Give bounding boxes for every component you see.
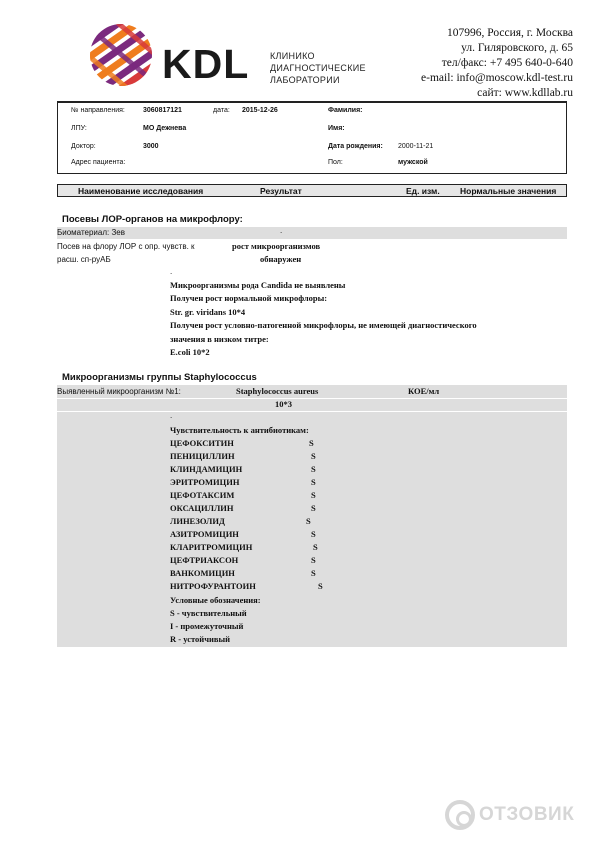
contact-site: сайт: www.kdllab.ru — [477, 87, 573, 99]
legend-item: S - чувствительный — [170, 608, 247, 618]
antibiotic-name: АЗИТРОМИЦИН — [170, 529, 239, 539]
test-name-line2: расш. сп-руАБ — [57, 255, 111, 264]
watermark-text: ОТЗОВИК — [479, 804, 575, 825]
antibiotic-sensitivity: S — [318, 581, 323, 591]
brand-name: KDL — [162, 41, 250, 87]
antibiotic-name: ЭРИТРОМИЦИН — [170, 477, 240, 487]
dot-marker: . — [170, 267, 173, 276]
section-staph-title: Микроорганизмы группы Staphylococcus — [62, 372, 257, 383]
dot-marker: . — [280, 226, 283, 235]
sex-label: Пол: — [328, 159, 343, 166]
antibiotic-sensitivity: S — [311, 555, 316, 565]
contact-phone: тел/факс: +7 495 640-0-640 — [441, 57, 573, 69]
antibiotic-sensitivity: S — [309, 438, 314, 448]
finding-item: значения в низком титре: — [170, 334, 269, 344]
col-test-name: Наименование исследования — [78, 186, 204, 196]
row-separator — [57, 411, 567, 412]
organism-titer: 10*3 — [275, 399, 292, 409]
organism-unit: КОЕ/мл — [408, 386, 440, 396]
finding-item: Получен рост условно-патогенной микрофлоры, не имеющей диагностического — [170, 320, 477, 330]
col-unit: Ед. изм. — [406, 186, 440, 196]
results-table-header — [57, 184, 567, 197]
antibiotic-name: ЦЕФТРИАКСОН — [170, 555, 239, 565]
date-value: 2015-12-26 — [242, 107, 278, 114]
dot-marker: . — [170, 411, 173, 420]
lpu-label: ЛПУ: — [71, 125, 87, 132]
antibiotic-sensitivity: S — [311, 464, 316, 474]
name-label: Имя: — [328, 125, 345, 132]
lpu-value: МО Дежнева — [143, 125, 187, 132]
antibiotic-sensitivity: S — [313, 542, 318, 552]
sensitivity-title: Чувствительность к антибиотикам: — [170, 425, 309, 435]
sex-value: мужской — [398, 159, 428, 166]
kdl-logo-icon — [88, 22, 154, 88]
antibiotic-name: ЦЕФОТАКСИМ — [170, 490, 235, 500]
antibiotic-sensitivity: S — [306, 516, 311, 526]
finding-item: Микроорганизмы рода Candida не выявлены — [170, 280, 346, 290]
antibiotic-sensitivity: S — [311, 490, 316, 500]
result-line2: обнаружен — [260, 254, 302, 264]
antibiotic-sensitivity: S — [311, 451, 316, 461]
watermark-logo-inner — [456, 811, 472, 827]
antibiotic-name: ОКСАЦИЛЛИН — [170, 503, 234, 513]
organism-name: Staphylococcus aureus — [236, 386, 319, 396]
finding-item: E.coli 10*2 — [170, 347, 210, 357]
date-label: дата: — [213, 107, 230, 114]
contact-email: e-mail: info@moscow.kdl-test.ru — [421, 72, 573, 84]
lab-contacts — [421, 26, 573, 101]
col-result: Результат — [260, 186, 302, 196]
detected-organism-label: Выявленный микроорганизм №1: — [57, 387, 181, 396]
antibiotic-name: ЦЕФОКСИТИН — [170, 438, 234, 448]
row-separator — [57, 398, 567, 399]
watermark-logo-icon — [445, 800, 475, 830]
antibiotic-name: КЛАРИТРОМИЦИН — [170, 542, 253, 552]
antibiotic-sensitivity: S — [311, 529, 316, 539]
antibiotic-name: ПЕНИЦИЛЛИН — [170, 451, 235, 461]
col-normal-values: Нормальные значения — [460, 186, 557, 196]
surname-label: Фамилия: — [328, 107, 363, 114]
biomaterial-row — [57, 227, 567, 239]
referral-value: 3060817121 — [143, 107, 182, 114]
section-ent-title: Посевы ЛОР-органов на микрофлору: — [62, 214, 243, 225]
contact-postal: 107996, Россия, г. Москва — [446, 27, 573, 39]
antibiotic-sensitivity: S — [311, 503, 316, 513]
dob-label: Дата рождения: — [328, 143, 383, 150]
legend-item: I - промежуточный — [170, 621, 244, 631]
antibiotic-name: ВАНКОМИЦИН — [170, 568, 235, 578]
biomaterial: Биоматериал: Зев — [57, 228, 125, 237]
legend-title: Условные обозначения: — [170, 595, 261, 605]
test-name-line1: Посев на флору ЛОР с опр. чувств. к — [57, 242, 195, 251]
finding-item: Str. gr. viridans 10*4 — [170, 307, 246, 317]
finding-item: Получен рост нормальной микрофлоры: — [170, 293, 328, 303]
staph-results-block — [57, 385, 567, 647]
address-label: Адрес пациента: — [71, 159, 126, 166]
doctor-value: 3000 — [143, 143, 159, 150]
legend-item: R - устойчивый — [170, 634, 231, 644]
antibiotic-name: КЛИНДАМИЦИН — [170, 464, 243, 474]
brand-subtitle: КЛИНИКО ДИАГНОСТИЧЕСКИЕ ЛАБОРАТОРИИ — [270, 51, 366, 85]
antibiotic-sensitivity: S — [311, 568, 316, 578]
dob-value: 2000-11-21 — [398, 143, 434, 150]
contact-street: ул. Гиляровского, д. 65 — [461, 42, 573, 54]
referral-label: № направления: — [71, 107, 125, 114]
antibiotic-name: ЛИНЕЗОЛИД — [170, 516, 225, 526]
result-line1: рост микроорганизмов — [232, 241, 321, 251]
patient-info-box — [57, 101, 567, 174]
doctor-label: Доктор: — [71, 143, 96, 150]
antibiotic-name: НИТРОФУРАНТОИН — [170, 581, 256, 591]
antibiotic-sensitivity: S — [311, 477, 316, 487]
